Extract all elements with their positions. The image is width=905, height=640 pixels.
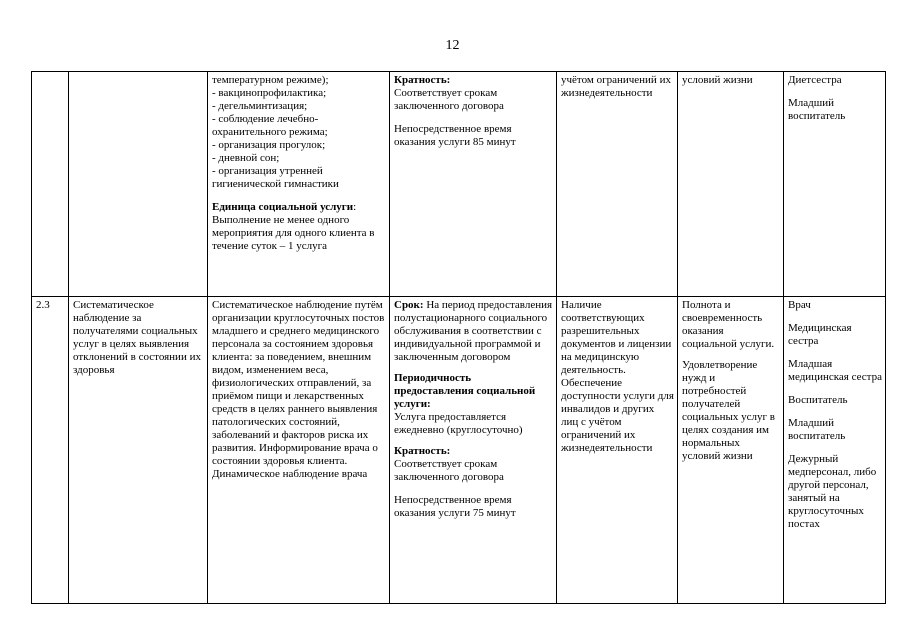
description-line: охранительного режима; — [212, 126, 328, 138]
term-text: На период предоставления полустационарного социального обслуживания в соответствии с индивидуальной программой и заключенным договором — [394, 299, 553, 363]
cell-staff — [784, 297, 886, 604]
cell-terms — [390, 297, 557, 604]
table-row — [32, 72, 886, 297]
quality-item: Удовлетворение нужд и потребностей получателей социальных услуг в целях создания им нормальных условий жизни — [682, 359, 775, 462]
cell-description — [208, 72, 390, 297]
cell-service-name — [69, 72, 208, 297]
unit-text: Выполнение не менее одного мероприятия для одного клиента в течение суток – 1 услуга — [212, 214, 375, 252]
staff-item: Младший воспитатель — [788, 97, 846, 122]
cell-quality — [678, 297, 784, 604]
unit-block — [212, 201, 386, 253]
cell-service-name: Систематическое наблюдение за получателями социальных услуг в целях выявления отклонений в состоянии их здоровья — [69, 297, 208, 604]
services-table — [31, 71, 886, 604]
frequency-text: Соответствует срокам заключенного договора — [394, 87, 504, 112]
frequency-label: Кратность: — [394, 74, 451, 86]
quality-item: Полнота и своевременность оказания социальной услуги. — [682, 299, 775, 350]
frequency-label: Кратность: — [394, 445, 451, 457]
term-label: Срок: — [394, 299, 424, 311]
staff-item: Дежурный медперсонал, либо другой персонал, занятый на круглосуточных постах — [788, 453, 877, 530]
time-text: Непосредственное время оказания услуги 85 минут — [394, 123, 516, 148]
description-line: температурном режиме); — [212, 74, 329, 86]
cell-staff — [784, 72, 886, 297]
staff-item: Воспитатель — [788, 394, 848, 406]
frequency-text: Соответствует срокам заключенного договора — [394, 458, 504, 483]
time-text: Непосредственное время оказания услуги 75 минут — [394, 494, 516, 519]
staff-item: Младший воспитатель — [788, 417, 846, 442]
description-line: - вакцинопрофилактика; — [212, 87, 327, 99]
staff-item: Врач — [788, 299, 811, 311]
description-line: - организация утренней — [212, 165, 323, 177]
cell-quality: условий жизни — [678, 72, 784, 297]
unit-colon: : — [353, 201, 357, 213]
page-number: 12 — [445, 38, 460, 53]
cell-terms — [390, 72, 557, 297]
description-line: - дегельминтизация; — [212, 100, 308, 112]
cell-description: Систематическое наблюдение путём организации круглосуточных постов младшего и среднего медицинского персонала за состоянием здоровья клиента: за поведением, внешним видом, изменением веса, физиологических отправлений, за приёмом пищи и лекарственных средств в целях раннего выявления патологических состояний, заболеваний и факторов риска их развития. Информирование врача о состоянии здоровья клиента. Динамическое наблюдение врача — [208, 297, 390, 604]
periodicity-text: Услуга предоставляется ежедневно (круглосуточно) — [394, 411, 523, 436]
cell-conditions: учётом ограничений их жизнедеятельности — [557, 72, 678, 297]
staff-item: Младшая медицинская сестра — [788, 358, 882, 383]
description-line: - соблюдение лечебно- — [212, 113, 319, 125]
staff-item: Медицинская сестра — [788, 322, 852, 347]
periodicity-label: Периодичность предоставления социальной услуги: — [394, 372, 536, 410]
table-row — [32, 297, 886, 604]
description-line: - организация прогулок; — [212, 139, 326, 151]
description-line: гигиенической гимнастики — [212, 178, 339, 190]
staff-item: Диетсестра — [788, 74, 842, 86]
cell-number — [32, 72, 69, 297]
cell-conditions: Наличие соответствующих разрешительных документов и лицензии на медицинскую деятельность. Обеспечение доступности услуги для инвалидов и других лиц с учётом ограничений их жизнедеятельности — [557, 297, 678, 604]
unit-label: Единица социальной услуги — [212, 201, 354, 213]
cell-number: 2.3 — [32, 297, 69, 604]
description-line: - дневной сон; — [212, 152, 280, 164]
